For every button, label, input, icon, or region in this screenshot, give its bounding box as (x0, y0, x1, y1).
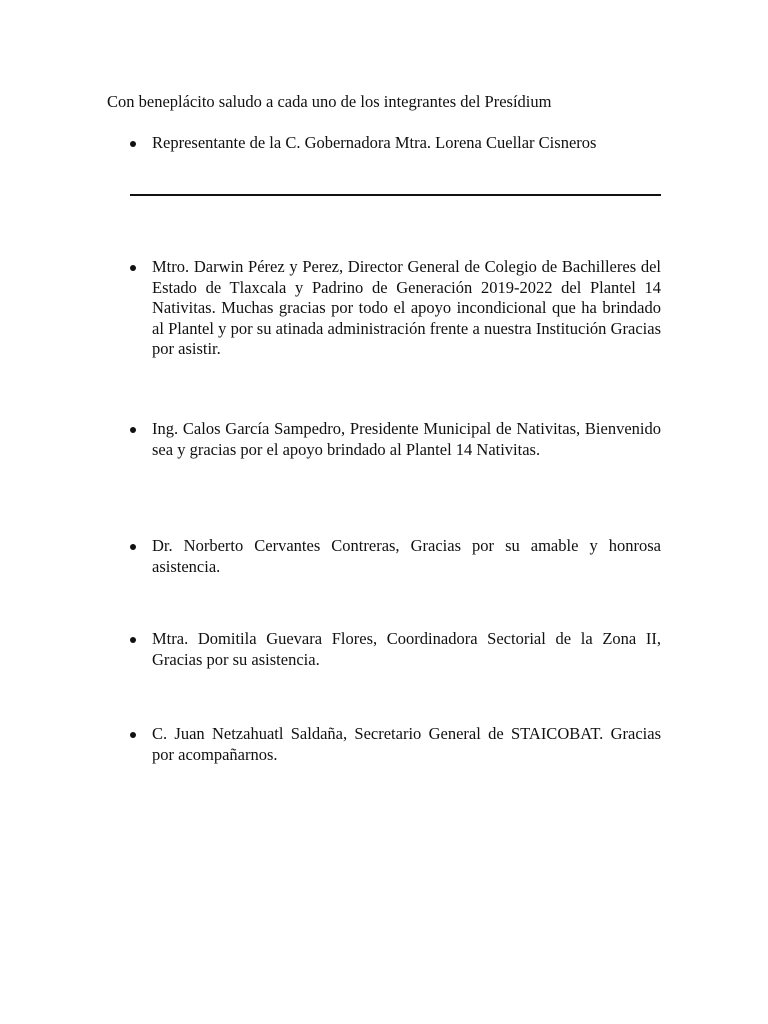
list-item (130, 536, 661, 577)
list-item-text: Representante de la C. Gobernadora Mtra. Lorena Cuellar Cisneros (152, 133, 597, 152)
signature-line (130, 194, 661, 196)
list-item-text: Mtra. Domitila Guevara Flores, Coordinadora Sectorial de la Zona II, Gracias por su asistencia. (152, 629, 661, 669)
list-item-text: Ing. Calos García Sampedro, Presidente Municipal de Nativitas, Bienvenido sea y gracias por el apoyo brindado al Plantel 14 Nativitas. (152, 419, 661, 459)
list-item (130, 724, 661, 765)
intro-text: Con beneplácito saludo a cada uno de los integrantes del Presídium (107, 92, 552, 111)
list-item-text: Mtro. Darwin Pérez y Perez, Director General de Colegio de Bachilleres del Estado de Tlaxcala y Padrino de Generación 2019-2022 del Plantel 14 Nativitas. Muchas gracias por todo el apoyo incondicional que ha brindado al Plantel y por su atinada administración frente a nuestra Institución Gracias por asistir. (152, 257, 661, 358)
bullet-icon (130, 265, 136, 271)
list-item (130, 629, 661, 670)
bullet-icon (130, 141, 136, 147)
bullet-icon (130, 732, 136, 738)
list-item-text: C. Juan Netzahuatl Saldaña, Secretario General de STAICOBAT. Gracias por acompañarnos. (152, 724, 661, 764)
bullet-icon (130, 544, 136, 550)
bullet-icon (130, 637, 136, 643)
bullet-icon (130, 427, 136, 433)
list-item (130, 133, 661, 154)
list-item-text: Dr. Norberto Cervantes Contreras, Gracias por su amable y honrosa asistencia. (152, 536, 661, 576)
list-item (130, 257, 661, 360)
list-item (130, 419, 661, 460)
